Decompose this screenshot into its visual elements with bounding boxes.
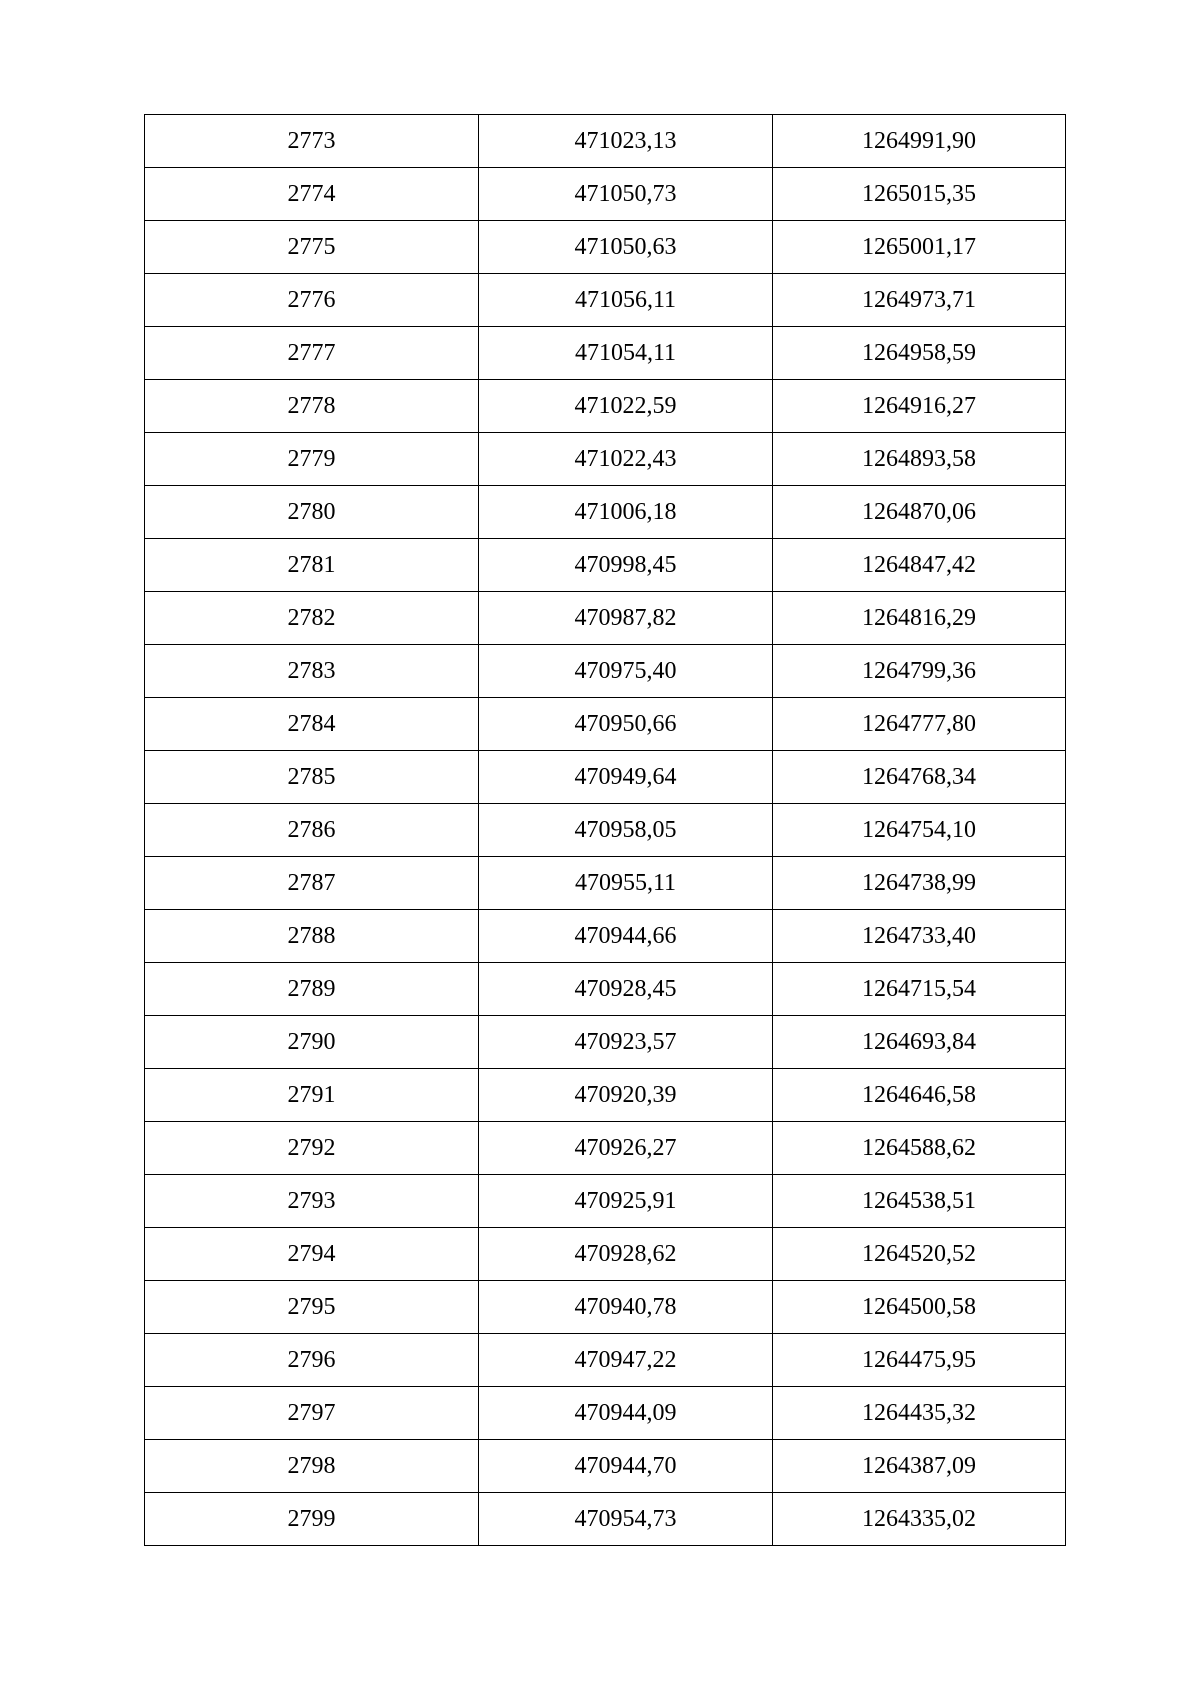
table-row [145,698,1066,751]
table-row [145,1122,1066,1175]
x-coordinate-cell: 471054,11 [479,327,773,380]
point-number-cell: 2779 [145,433,479,486]
y-coordinate-cell: 1264646,58 [773,1069,1066,1122]
point-number-cell: 2788 [145,910,479,963]
point-number-cell: 2797 [145,1387,479,1440]
x-coordinate-cell: 471050,73 [479,168,773,221]
point-number-cell: 2796 [145,1334,479,1387]
x-coordinate-cell: 471056,11 [479,274,773,327]
table-row [145,1493,1066,1546]
x-coordinate-cell: 470950,66 [479,698,773,751]
y-coordinate-cell: 1264816,29 [773,592,1066,645]
y-coordinate-cell: 1264693,84 [773,1016,1066,1069]
point-number-cell: 2785 [145,751,479,804]
y-coordinate-cell: 1264799,36 [773,645,1066,698]
x-coordinate-cell: 470958,05 [479,804,773,857]
point-number-cell: 2774 [145,168,479,221]
table-row [145,592,1066,645]
x-coordinate-cell: 471006,18 [479,486,773,539]
y-coordinate-cell: 1265001,17 [773,221,1066,274]
y-coordinate-cell: 1264538,51 [773,1175,1066,1228]
x-coordinate-cell: 470944,09 [479,1387,773,1440]
y-coordinate-cell: 1264958,59 [773,327,1066,380]
point-number-cell: 2798 [145,1440,479,1493]
x-coordinate-cell: 470955,11 [479,857,773,910]
point-number-cell: 2778 [145,380,479,433]
point-number-cell: 2780 [145,486,479,539]
point-number-cell: 2777 [145,327,479,380]
point-number-cell: 2793 [145,1175,479,1228]
y-coordinate-cell: 1264588,62 [773,1122,1066,1175]
point-number-cell: 2775 [145,221,479,274]
y-coordinate-cell: 1264335,02 [773,1493,1066,1546]
y-coordinate-cell: 1265015,35 [773,168,1066,221]
table-row [145,327,1066,380]
x-coordinate-cell: 470944,66 [479,910,773,963]
y-coordinate-cell: 1264738,99 [773,857,1066,910]
y-coordinate-cell: 1264520,52 [773,1228,1066,1281]
y-coordinate-cell: 1264733,40 [773,910,1066,963]
table-row [145,1387,1066,1440]
table-row [145,804,1066,857]
x-coordinate-cell: 471022,43 [479,433,773,486]
table-row [145,1175,1066,1228]
point-number-cell: 2791 [145,1069,479,1122]
y-coordinate-cell: 1264500,58 [773,1281,1066,1334]
y-coordinate-cell: 1264387,09 [773,1440,1066,1493]
table-row [145,274,1066,327]
point-number-cell: 2799 [145,1493,479,1546]
y-coordinate-cell: 1264715,54 [773,963,1066,1016]
point-number-cell: 2789 [145,963,479,1016]
table-row [145,1281,1066,1334]
point-number-cell: 2786 [145,804,479,857]
x-coordinate-cell: 470947,22 [479,1334,773,1387]
y-coordinate-cell: 1264777,80 [773,698,1066,751]
x-coordinate-cell: 470940,78 [479,1281,773,1334]
table-row [145,963,1066,1016]
table-row [145,751,1066,804]
table-row [145,1228,1066,1281]
x-coordinate-cell: 471022,59 [479,380,773,433]
y-coordinate-cell: 1264754,10 [773,804,1066,857]
y-coordinate-cell: 1264991,90 [773,115,1066,168]
coordinates-table [144,114,1066,1546]
x-coordinate-cell: 470954,73 [479,1493,773,1546]
table-row [145,1016,1066,1069]
point-number-cell: 2787 [145,857,479,910]
y-coordinate-cell: 1264847,42 [773,539,1066,592]
y-coordinate-cell: 1264973,71 [773,274,1066,327]
x-coordinate-cell: 470998,45 [479,539,773,592]
table-row [145,1334,1066,1387]
table-row [145,539,1066,592]
table-row [145,433,1066,486]
table-row [145,645,1066,698]
x-coordinate-cell: 470944,70 [479,1440,773,1493]
table-row [145,486,1066,539]
y-coordinate-cell: 1264870,06 [773,486,1066,539]
x-coordinate-cell: 470928,62 [479,1228,773,1281]
x-coordinate-cell: 470926,27 [479,1122,773,1175]
y-coordinate-cell: 1264475,95 [773,1334,1066,1387]
coordinates-table-body [145,115,1066,1546]
point-number-cell: 2776 [145,274,479,327]
point-number-cell: 2792 [145,1122,479,1175]
point-number-cell: 2795 [145,1281,479,1334]
x-coordinate-cell: 471050,63 [479,221,773,274]
table-row [145,115,1066,168]
point-number-cell: 2783 [145,645,479,698]
x-coordinate-cell: 470925,91 [479,1175,773,1228]
table-row [145,221,1066,274]
y-coordinate-cell: 1264768,34 [773,751,1066,804]
x-coordinate-cell: 470920,39 [479,1069,773,1122]
x-coordinate-cell: 470987,82 [479,592,773,645]
point-number-cell: 2784 [145,698,479,751]
x-coordinate-cell: 470949,64 [479,751,773,804]
table-row [145,168,1066,221]
point-number-cell: 2794 [145,1228,479,1281]
table-row [145,910,1066,963]
y-coordinate-cell: 1264893,58 [773,433,1066,486]
table-row [145,857,1066,910]
x-coordinate-cell: 470975,40 [479,645,773,698]
table-row [145,1069,1066,1122]
point-number-cell: 2781 [145,539,479,592]
point-number-cell: 2773 [145,115,479,168]
x-coordinate-cell: 470923,57 [479,1016,773,1069]
point-number-cell: 2790 [145,1016,479,1069]
point-number-cell: 2782 [145,592,479,645]
y-coordinate-cell: 1264435,32 [773,1387,1066,1440]
x-coordinate-cell: 471023,13 [479,115,773,168]
x-coordinate-cell: 470928,45 [479,963,773,1016]
table-row [145,1440,1066,1493]
y-coordinate-cell: 1264916,27 [773,380,1066,433]
table-row [145,380,1066,433]
